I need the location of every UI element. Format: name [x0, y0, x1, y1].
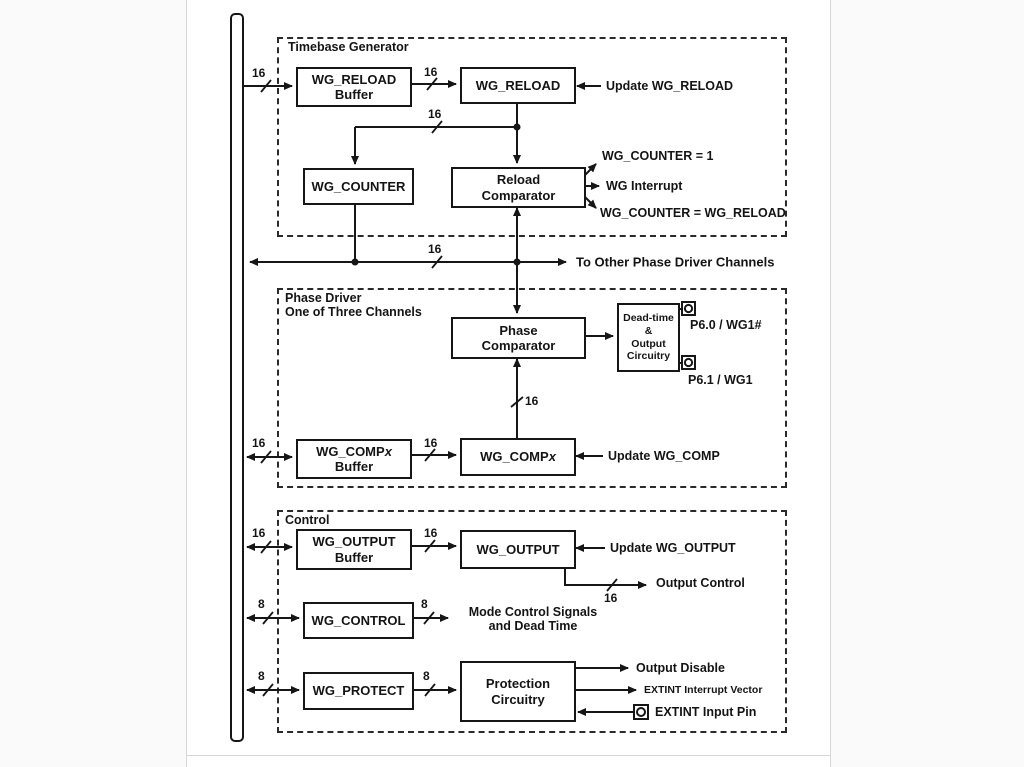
bus-width-16: 16: [428, 242, 442, 256]
signal-mode-control-line1: Mode Control Signals: [468, 605, 598, 619]
bus-width-16: 16: [424, 436, 438, 450]
block-wg-compx-buffer-line1: [316, 444, 392, 459]
bus-width-8: 8: [258, 669, 265, 683]
block-wg-output-buffer: [296, 529, 412, 570]
block-wg-reload-buffer-line1: WG_RELOAD: [311, 71, 397, 87]
signal-wg-counter-eq-1: WG_COUNTER = 1: [602, 149, 714, 163]
block-wg-compx: [460, 438, 576, 476]
block-phase-comparator: [451, 317, 586, 359]
block-phase-comparator-line2: Comparator: [481, 338, 556, 353]
bus-width-16: 16: [604, 591, 618, 605]
signal-p6-0-wg1n: P6.0 / WG1#: [690, 318, 762, 332]
block-wg-compx-label: [480, 449, 556, 464]
block-wg-output-buffer-line1: WG_OUTPUT: [312, 534, 396, 550]
block-reload-comparator-line1: Reload: [496, 172, 541, 188]
block-deadtime-line2: &: [644, 324, 653, 337]
section-label-phase-driver-line1: Phase Driver: [285, 291, 362, 305]
port-pin-p6-1-icon: [682, 356, 695, 369]
block-wg-compx-buffer: [296, 439, 412, 479]
block-wg-reload: [460, 67, 576, 104]
block-wg-counter-label: WG_COUNTER: [311, 178, 406, 194]
block-reload-comparator-line2: Comparator: [481, 187, 556, 203]
block-wg-output-buffer-line2: Buffer: [334, 549, 374, 565]
signal-mode-control-line2: and Dead Time: [488, 619, 578, 633]
section-label-phase-driver: [285, 291, 422, 319]
section-label-timebase: Timebase Generator: [288, 40, 409, 54]
bus-width-16: 16: [428, 107, 442, 121]
port-pin-p6-0-icon: [682, 302, 695, 315]
bus-width-16: 16: [424, 65, 438, 79]
block-wg-reload-buffer-line2: Buffer: [334, 87, 374, 102]
bus-width-16: 16: [525, 394, 539, 408]
section-label-control: Control: [285, 513, 330, 527]
signal-extint-interrupt-vector: EXTINT Interrupt Vector: [644, 684, 763, 696]
signal-update-wg-reload: Update WG_RELOAD: [606, 79, 734, 93]
signal-mode-control: [455, 605, 611, 633]
bus-width-16: 16: [424, 526, 438, 540]
bus-width-8: 8: [258, 597, 265, 611]
signal-wg-interrupt: WG Interrupt: [606, 179, 683, 193]
bus-width-16: 16: [252, 436, 266, 450]
wg-comp-x-text: x: [384, 443, 392, 459]
wg-comp-x-text: x: [548, 449, 556, 465]
signal-extint-input-pin: EXTINT Input Pin: [655, 705, 757, 719]
signal-output-disable: Output Disable: [636, 661, 725, 675]
extint-input-pin-icon: [634, 705, 648, 719]
block-wg-reload-label: WG_RELOAD: [475, 77, 561, 93]
block-reload-comparator: [451, 167, 586, 208]
signal-p6-1-wg1: P6.1 / WG1: [688, 373, 753, 387]
block-phase-comparator-line1: Phase: [499, 322, 538, 338]
block-deadtime-output-circuitry: [617, 303, 680, 372]
signal-to-other-phase-driver-channels: To Other Phase Driver Channels: [576, 254, 775, 270]
block-wg-output-label: WG_OUTPUT: [476, 541, 560, 557]
block-protection-line2: Circuitry: [491, 691, 545, 707]
bus-width-8: 8: [423, 669, 430, 683]
block-wg-protect-label: WG_PROTECT: [312, 683, 405, 699]
bus-width-16: 16: [252, 526, 266, 540]
block-wg-output: [460, 530, 576, 569]
signal-update-wg-comp: Update WG_COMP: [608, 449, 720, 463]
block-wg-protect: [303, 672, 414, 710]
signal-wg-counter-eq-wg-reload: WG_COUNTER = WG_RELOAD: [600, 206, 786, 220]
signal-update-wg-output: Update WG_OUTPUT: [610, 541, 736, 555]
wg-comp-base-text: WG_COMP: [480, 449, 549, 465]
section-label-phase-driver-line2: One of Three Channels: [285, 305, 422, 319]
block-protection-circuitry: [460, 661, 576, 722]
bus-width-16: 16: [252, 66, 266, 80]
block-wg-reload-buffer: [296, 67, 412, 107]
block-wg-compx-buffer-line2: Buffer: [334, 459, 374, 474]
block-deadtime-line4: Circuitry: [626, 350, 671, 363]
block-deadtime-line1: Dead-time: [623, 311, 674, 324]
signal-output-control: Output Control: [656, 576, 745, 590]
block-protection-line1: Protection: [485, 676, 551, 692]
block-deadtime-line3: Output: [631, 337, 666, 350]
wg-comp-base-text: WG_COMP: [316, 443, 385, 459]
system-bus: [231, 14, 243, 741]
block-wg-control: [303, 602, 414, 639]
block-wg-counter: [303, 168, 414, 205]
block-wg-control-label: WG_CONTROL: [311, 612, 406, 628]
bus-width-8: 8: [421, 597, 428, 611]
